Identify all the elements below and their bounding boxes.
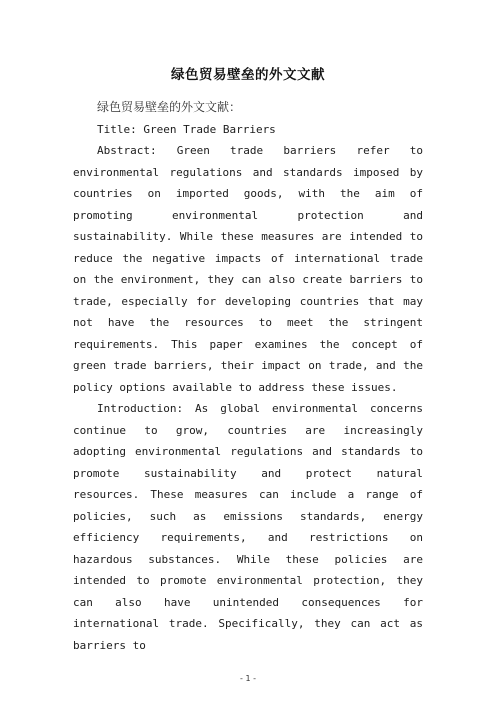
document-title: 绿色贸易壁垒的外文文献 (171, 67, 325, 83)
introduction-paragraph: Introduction: As global environmental concerns continue to grow, countries are increasingly adopting environmental regulations and standards to promote sustainability and protect natural resources. These measures can include a range of policies, such as emissions standards, energy efficiency requirements, and restrictions on hazardous substances. While these policies are intended to promote environmental protection, they can also have unintended consequences for international trade. Specifically, they can act as barriers to (73, 402, 423, 652)
document-body (73, 97, 423, 656)
paper-title: Title: Green Trade Barriers (97, 122, 276, 136)
intro-line: 绿色贸易壁垒的外文文献： (97, 100, 242, 114)
abstract-paragraph: Abstract: Green trade barriers refer to environmental regulations and standards imposed by countries on imported goods, with the aim of promoting environmental protection and sustainability. While these measures are intended to reduce the negative impacts of international trade on the environment, they can also create barriers to trade, especially for developing countries that may not have the resources to meet the stringent requirements. This paper examines the concept of green trade barriers, their impact on trade, and the policy options available to address these issues. (73, 144, 423, 394)
page-number: - 1 - (240, 674, 256, 683)
